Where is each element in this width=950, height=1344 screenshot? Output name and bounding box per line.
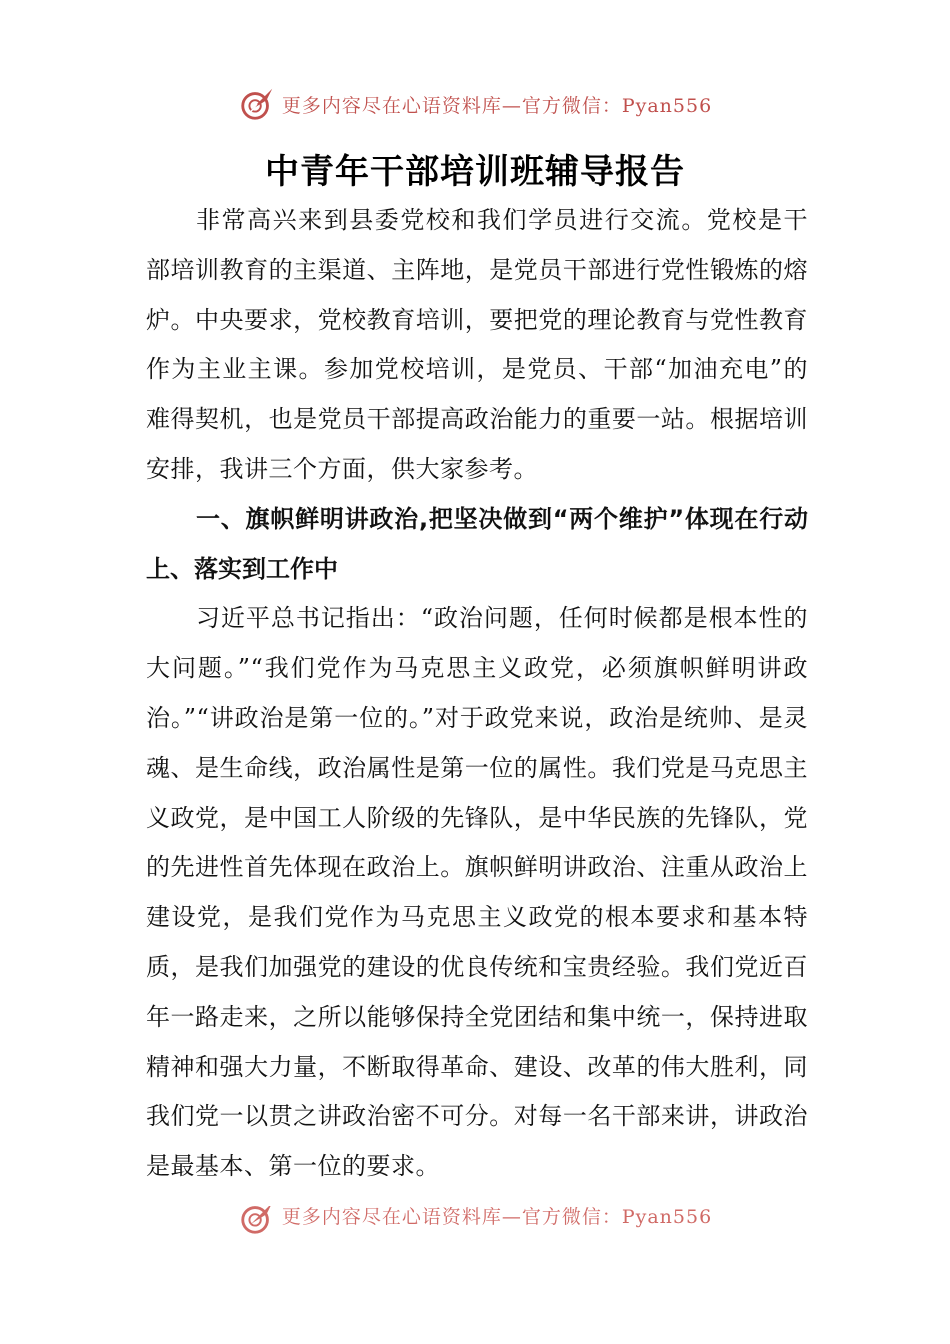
intro-paragraph: 非常高兴来到县委党校和我们学员进行交流。党校是干部培训教育的主渠道、主阵地，是党员干部进行党性锻炼的熔炉。中央要求，党校教育培训，要把党的理论教育与党性教育作为主业主课。参加党校培训，是党员、干部“加油充电”的难得契机，也是党员干部提高政治能力的重要一站。根据培训安排，我讲三个方面，供大家参考。 (146, 206, 808, 483)
footer-banner (0, 1206, 950, 1242)
quill-logo-icon (238, 85, 276, 123)
quill-logo-icon (238, 1206, 276, 1237)
document-title: 中青年干部培训班辅导报告 (265, 152, 685, 192)
footer-banner-text: 更多内容尽在心语资料库—官方微信：Pyan556 (281, 1206, 713, 1228)
document-body (146, 196, 808, 1192)
header-banner (0, 84, 950, 124)
body-paragraph: 习近平总书记指出：“政治问题，任何时候都是根本性的大问题。”“我们党作为马克思主义政党，必须旗帜鲜明讲政治。”“讲政治是第一位的。”对于政党来说，政治是统帅、是灵魂、是生命线，政治属性是第一位的属性。我们党是马克思主义政党，是中国工人阶级的先锋队，是中华民族的先锋队，党的先进性首先体现在政治上。旗帜鲜明讲政治、注重从政治上建设党，是我们党作为马克思主义政党的根本要求和基本特质，是我们加强党的建设的优良传统和宝贵经验。我们党近百年一路走来，之所以能够保持全党团结和集中统一，保持进取精神和强大力量，不断取得革命、建设、改革的伟大胜利，同我们党一以贯之讲政治密不可分。对每一名干部来讲，讲政治是最基本、第一位的要求。 (146, 604, 808, 1181)
header-banner-text: 更多内容尽在心语资料库—官方微信：Pyan556 (281, 94, 713, 117)
section-heading: 一、旗帜鲜明讲政治,把坚决做到“两个维护”体现在行动上、落实到工作中 (146, 504, 808, 583)
